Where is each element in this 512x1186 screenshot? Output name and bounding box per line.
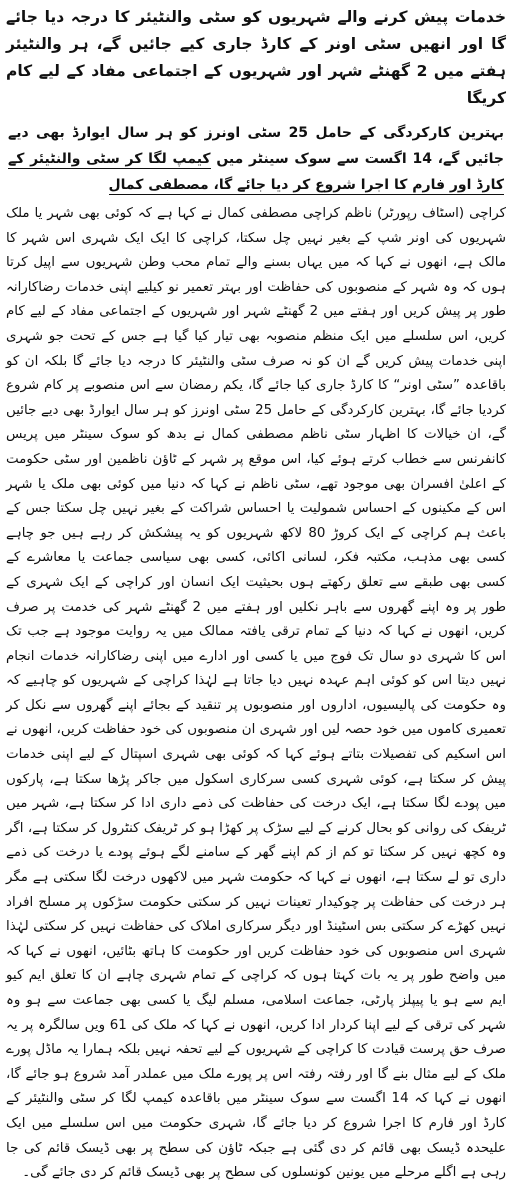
- subhead-part-1: بہترین کارکردگی کے حامل 25 سٹی اونرز کو ہر سال ایوارڈ بھی دیے جائیں گے، 14 اگست سے سوک سینٹر میں: [8, 125, 505, 167]
- headline-text: خدمات پیش کرنے والے شہریوں کو سٹی والنٹیئر کا درجہ دیا جائے گا اور انھیں سٹی اونر کے کارڈ جاری کیے جائیں گے، ہر والنٹیئر ہفتے میں 2 گھنٹے شہر اور شہریوں کے اجتماعی مفاد کے لیے کام کریگا: [6, 8, 507, 107]
- article-subheadline: [6, 120, 506, 198]
- subhead-text: [8, 120, 504, 198]
- article-headline: [6, 4, 506, 112]
- subhead-part-2: کیمپ لگا کر سٹی والنٹیئر کے کارڈ اور فارم کا اجرا شروع کر دیا جائے گا، مصطفی کمال: [8, 151, 504, 193]
- body-paragraph: کراچی (اسٹاف رپورٹر) ناظم کراچی مصطفی کمال نے کہا ہے کہ کوئی بھی شہر یا ملک شہریوں کی اونر شپ کے بغیر نہیں چل سکتا، کراچی کا ایک ایک شہری اس شہر کا مالک ہے، انھوں نے کہا کہ میں یہاں بسنے والے تمام محب وطن شہریوں سے اپیل کرتا ہوں کہ وہ شہر کے منصوبوں کی حفاظت اور بہتر تعمیر نو کیلیے اپنی خدمات رضاکارانہ طور پر پیش کریں اور ہفتے میں 2 گھنٹے شہر اور شہریوں کے اجتماعی مفاد کے لیے کام کریں، اس سلسلے میں ایک منظم منصوبہ بھی تیار کیا گیا ہے جس کے تحت جو شہری اپنی خدمات پیش کریں گے ان کو نہ صرف سٹی والنٹیئر کا درجہ دیا جائے گا بلکہ ان کو باقاعدہ ”سٹی اونر“ کا کارڈ جاری کیا جائے گا، یکم رمضان سے اس منصوبے پر کام شروع کردیا جائے گا، بہترین کارکردگی کے حامل 25 سٹی اونرز کو ہر سال ایوارڈ بھی دیے جائیں گے، ان خیالات کا اظہار سٹی ناظم مصطفی کمال نے بدھ کو سوک سینٹر میں پریس کانفرنس سے خطاب کرتے ہوئے کیا، اس موقع پر شہر کے ٹاؤن ناظمین اور سٹی حکومت کے اعلیٰ افسران بھی موجود تھے، سٹی ناظم نے کہا کہ دنیا میں کوئی بھی ملک یا شہر اس کے مکینوں کے احساس شمولیت یا احساس شراکت کے بغیر نہیں چل سکتا جس کے باعث ہم کراچی کے ایک کروڑ 80 لاکھ شہریوں کو یہ پیشکش کر رہے ہیں جو چاہے کسی بھی مذہب، مکتبہ فکر، لسانی اکائی، کسی بھی سیاسی جماعت یا معاشرے کے کسی بھی طبقے سے تعلق رکھتے ہوں بحیثیت ایک انسان اور کراچی کے ایک شہری کے طور پر وہ اپنے گھروں سے باہر نکلیں اور ہفتے میں 2 گھنٹے شہر کی خدمت پر صرف کریں، انھوں نے کہا کہ دنیا کے تمام ترقی یافتہ ممالک میں یہ روایت موجود ہے جب تک اس کا شہری دو سال تک فوج میں یا کسی اور ادارے میں اپنی رضاکارانہ خدمات انجام نہیں دیتا اس کو کوئی اہم عہدہ نہیں دیا جاتا ہے لہٰذا کراچی کے شہریوں کو چاہیے کہ وہ حکومت کی پالیسیوں، اداروں اور منصوبوں پر تنقید کے بجائے اپنے گھروں سے نکل کر تعمیری کاموں میں خود حصہ لیں اور شہری ان منصوبوں کی خود حفاظت کریں، انھوں نے اس اسکیم کی تفصیلات بتاتے ہوئے کہا کہ کوئی بھی شہری اسپتال کے لیے اپنی خدمات پیش کر سکتا ہے، کوئی شہری کسی سرکاری اسکول میں جاکر پڑھا سکتا ہے، پارکوں میں پودے لگا سکتا ہے، ایک درخت کی حفاظت کی ذمے داری ادا کر سکتا ہے، شہر میں ٹریفک کی روانی کو بحال کرنے کے لیے سڑک پر کھڑا ہو کر ٹریفک کنٹرول کر سکتا ہے، اگر وہ کچھ نہیں کر سکتا تو کم از کم اپنے گھر کے سامنے لگے ہوئے پودے یا درخت کی ذمے داری تو لے سکتا ہے، انھوں نے کہا کہ حکومت شہر میں لاکھوں درخت لگا سکتی ہے مگر ہر درخت کی حفاظت پر چوکیدار تعینات نہیں کر سکتی حکومت سڑکوں پر مسلح افراد نہیں کھڑے کر سکتی بس اسٹینڈ اور دیگر سرکاری املاک کی حفاظت نہیں کر سکتی لہٰذا شہری اس منصوبوں کی خود حفاظت کریں اور حکومت کا ہاتھ بٹائیں، انھوں نے کہا کہ میں واضح طور پر یہ بات کہتا ہوں کہ کراچی کے تمام شہری چاہے ان کا تعلق ایم کیو ایم سے ہو یا پیپلز پارٹی، جماعت اسلامی، مسلم لیگ یا کسی بھی جماعت سے ہو وہ شہر کی ترقی کے لیے اپنا کردار ادا کریں، انھوں نے کہا کہ ملک کی 61 ویں سالگرہ پر یہ صرف حق پرست قیادت کا کراچی کے شہریوں کے لیے تحفہ نہیں بلکہ ہمارا یہ ماڈل پورے ملک کے لیے مثال بنے گا اور رفتہ رفتہ اس پر پورے ملک میں عملدر آمد شروع ہو جائے گا، انھوں نے کہا کہ 14 اگست سے سوک سینٹر میں باقاعدہ کیمپ لگا کر سٹی والنٹیئر کے کارڈ اور فارم کا اجرا شروع کر دیا جائے گا، شہری حکومت میں اس سلسلے میں ایک علیحدہ ڈیسک بھی قائم کر دی گئی ہے جبکہ ٹاؤن کی سطح پر بھی ڈیسک قائم کی جا رہی ہے اگلے مرحلے میں یونین کونسلوں کی سطح پر بھی ڈیسک قائم کر دی جائے گی۔: [6, 206, 507, 1181]
- article-body: [6, 202, 506, 1186]
